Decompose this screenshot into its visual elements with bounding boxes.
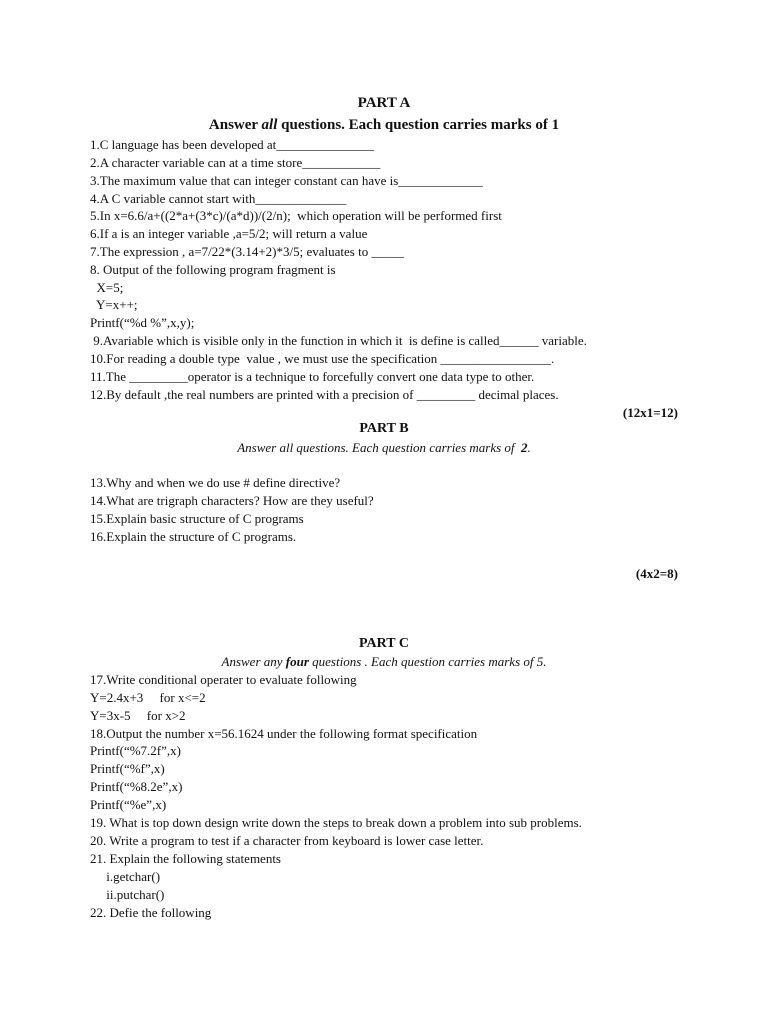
question-8-line-2: Y=x++; xyxy=(90,297,138,312)
question-17-case-1: Y=2.4x+3 for x<=2 xyxy=(90,690,206,705)
question-2: 2.A character variable can at a time store____________ xyxy=(90,155,381,170)
question-1: 1.C language has been developed at_______________ xyxy=(90,137,374,152)
part-c-instr-pre: Answer any xyxy=(221,654,286,669)
question-4: 4.A C variable cannot start with______________ xyxy=(90,191,347,206)
part-c-title: PART C xyxy=(359,636,409,651)
question-17-case-2: Y=3x-5 for x>2 xyxy=(90,708,186,723)
question-19: 19. What is top down design write down the steps to break down a problem into sub problems. xyxy=(90,815,582,830)
question-18-format-1: Printf(“%7.2f”,x) xyxy=(90,743,181,758)
question-5: 5.In x=6.6/a+((2*a+(3*c)/(a*d))/(2/n); which operation will be performed first xyxy=(90,208,502,223)
part-c-instr-post: questions . Each question carries marks of 5. xyxy=(308,654,547,669)
part-c-instructions xyxy=(0,654,768,670)
question-6: 6.If a is an integer variable ,a=5/2; will return a value xyxy=(90,226,368,241)
part-a-title: PART A xyxy=(357,95,411,111)
part-b-title: PART B xyxy=(359,421,409,436)
question-21-item-1: i.getchar() xyxy=(90,869,161,884)
question-8-line-1: X=5; xyxy=(90,280,124,295)
question-22: 22. Defie the following xyxy=(90,905,212,920)
question-12: 12.By default ,the real numbers are printed with a precision of _________ decimal places. xyxy=(90,387,559,402)
part-b-instr-pre: Answer all questions. Each question carries marks of xyxy=(237,440,522,455)
part-b-marks: (4x2=8) xyxy=(635,566,678,581)
question-7: 7.The expression , a=7/22*(3.14+2)*3/5; evaluates to _____ xyxy=(90,244,404,259)
question-11: 11.The _________operator is a technique to forcefully convert one data type to other. xyxy=(90,369,535,384)
question-15: 15.Explain basic structure of C programs xyxy=(90,511,304,526)
part-b-instr-emph: 2 xyxy=(521,440,528,455)
question-21: 21. Explain the following statements xyxy=(90,851,281,866)
question-18-format-2: Printf(“%f”,x) xyxy=(90,761,165,776)
part-a-marks: (12x1=12) xyxy=(622,405,678,420)
question-18: 18.Output the number x=56.1624 under the following format specification xyxy=(90,726,478,741)
question-8-line-3: Printf(“%d %”,x,y); xyxy=(90,315,195,330)
question-3: 3.The maximum value that can integer constant can have is_____________ xyxy=(90,173,483,188)
part-c-instr-emph: four xyxy=(285,654,309,669)
question-13: 13.Why and when we do use # define directive? xyxy=(90,475,341,490)
question-21-item-2: ii.putchar() xyxy=(90,887,165,902)
question-9: 9.Avariable which is visible only in the function in which it is define is called______ variable. xyxy=(90,333,587,348)
question-16: 16.Explain the structure of C programs. xyxy=(90,529,297,544)
question-18-format-3: Printf(“%8.2e”,x) xyxy=(90,779,183,794)
part-b-instructions xyxy=(0,440,768,456)
part-a-instr-emph: all xyxy=(261,117,278,133)
question-8: 8. Output of the following program fragment is xyxy=(90,262,336,277)
part-a-instr-pre: Answer xyxy=(208,117,262,133)
question-14: 14.What are trigraph characters? How are they useful? xyxy=(90,493,374,508)
part-a-instructions xyxy=(0,117,768,133)
part-b-instr-post: . xyxy=(527,440,531,455)
part-a-instr-post: questions. Each question carries marks of 1 xyxy=(277,117,560,133)
question-20: 20. Write a program to test if a character from keyboard is lower case letter. xyxy=(90,833,484,848)
question-17: 17.Write conditional operater to evaluate following xyxy=(90,672,357,687)
question-18-format-4: Printf(“%e”,x) xyxy=(90,797,167,812)
question-10: 10.For reading a double type value , we must use the specification _________________. xyxy=(90,351,555,366)
